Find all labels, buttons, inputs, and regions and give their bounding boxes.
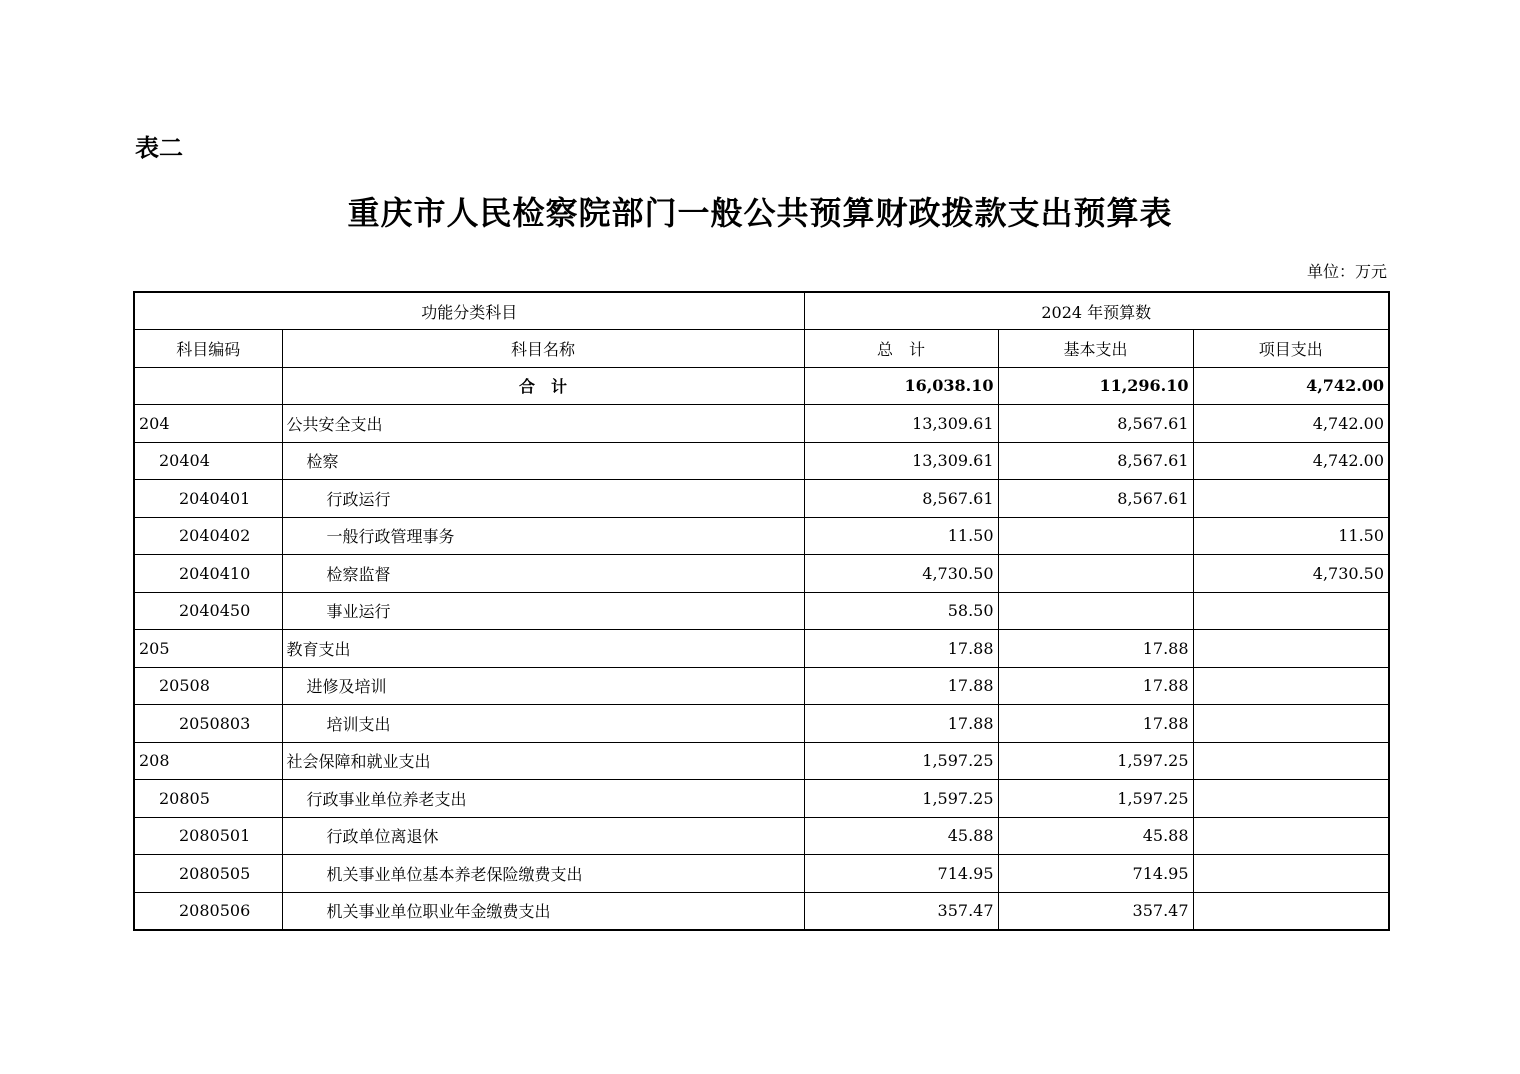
unit-label: 单位：万元: [1306, 262, 1387, 281]
page-title: 重庆市人民检察院部门一般公共预算财政拨款支出预算表: [347, 194, 1173, 232]
header-group-row: [134, 292, 1389, 330]
row-total: 58.50: [804, 592, 998, 630]
row-basic: 8,567.61: [998, 405, 1193, 443]
row-total: 13,309.61: [804, 405, 998, 443]
row-total: 4,730.50: [804, 555, 998, 593]
row-basic: 8,567.61: [998, 480, 1193, 518]
row-basic: 17.88: [998, 667, 1193, 705]
table-row: [134, 517, 1389, 555]
row-project: [1193, 592, 1389, 630]
table-row: [134, 405, 1389, 443]
table-row: [134, 555, 1389, 593]
row-project: 4,742.00: [1193, 405, 1389, 443]
header-project: 项目支出: [1193, 330, 1389, 368]
total-project: 4,742.00: [1193, 367, 1389, 405]
row-total: 1,597.25: [804, 780, 998, 818]
row-name: 行政事业单位养老支出: [282, 780, 804, 818]
row-name: 进修及培训: [282, 667, 804, 705]
row-code: 2050803: [134, 705, 282, 743]
row-name: 检察监督: [282, 555, 804, 593]
row-project: [1193, 630, 1389, 668]
row-basic: 45.88: [998, 817, 1193, 855]
row-project: 4,730.50: [1193, 555, 1389, 593]
row-code: 208: [134, 742, 282, 780]
row-project: [1193, 892, 1389, 930]
row-name: 教育支出: [282, 630, 804, 668]
row-code: 20404: [134, 442, 282, 480]
row-name: 机关事业单位基本养老保险缴费支出: [282, 855, 804, 893]
table-row: [134, 630, 1389, 668]
table-row: [134, 480, 1389, 518]
row-total: 17.88: [804, 630, 998, 668]
document-label: 表二: [135, 134, 183, 162]
table-row: [134, 817, 1389, 855]
table-row: [134, 442, 1389, 480]
total-basic: 11,296.10: [998, 367, 1193, 405]
row-name: 社会保障和就业支出: [282, 742, 804, 780]
row-code: 2040410: [134, 555, 282, 593]
row-project: [1193, 480, 1389, 518]
total-label: 合 计: [282, 367, 804, 405]
row-project: 4,742.00: [1193, 442, 1389, 480]
row-basic: [998, 555, 1193, 593]
header-budget-year: 2024 年预算数: [804, 292, 1389, 330]
row-project: [1193, 780, 1389, 818]
row-name: 行政运行: [282, 480, 804, 518]
table-row: [134, 667, 1389, 705]
row-basic: [998, 517, 1193, 555]
row-basic: 714.95: [998, 855, 1193, 893]
row-code: 205: [134, 630, 282, 668]
row-basic: 8,567.61: [998, 442, 1193, 480]
row-project: 11.50: [1193, 517, 1389, 555]
header-functional-category: 功能分类科目: [134, 292, 804, 330]
row-basic: 1,597.25: [998, 780, 1193, 818]
row-total: 357.47: [804, 892, 998, 930]
row-code: 2080505: [134, 855, 282, 893]
header-basic: 基本支出: [998, 330, 1193, 368]
total-row: [134, 367, 1389, 405]
row-total: 8,567.61: [804, 480, 998, 518]
table-row: [134, 892, 1389, 930]
row-project: [1193, 817, 1389, 855]
row-code: 20508: [134, 667, 282, 705]
header-column-row: [134, 330, 1389, 368]
row-code: 2080506: [134, 892, 282, 930]
total-total: 16,038.10: [804, 367, 998, 405]
row-code: 2040401: [134, 480, 282, 518]
row-total: 11.50: [804, 517, 998, 555]
row-name: 检察: [282, 442, 804, 480]
row-code: 20805: [134, 780, 282, 818]
header-code: 科目编码: [134, 330, 282, 368]
row-basic: 17.88: [998, 705, 1193, 743]
table-row: [134, 705, 1389, 743]
row-basic: 17.88: [998, 630, 1193, 668]
row-name: 行政单位离退休: [282, 817, 804, 855]
row-project: [1193, 855, 1389, 893]
row-project: [1193, 742, 1389, 780]
row-total: 1,597.25: [804, 742, 998, 780]
row-basic: 357.47: [998, 892, 1193, 930]
row-project: [1193, 667, 1389, 705]
row-name: 一般行政管理事务: [282, 517, 804, 555]
row-code: 204: [134, 405, 282, 443]
row-total: 714.95: [804, 855, 998, 893]
total-code-cell: [134, 367, 282, 405]
row-basic: [998, 592, 1193, 630]
table-row: [134, 592, 1389, 630]
row-name: 机关事业单位职业年金缴费支出: [282, 892, 804, 930]
header-total: 总 计: [804, 330, 998, 368]
header-name: 科目名称: [282, 330, 804, 368]
row-name: 公共安全支出: [282, 405, 804, 443]
row-name: 培训支出: [282, 705, 804, 743]
table-row: [134, 780, 1389, 818]
table-row: [134, 855, 1389, 893]
table-row: [134, 742, 1389, 780]
row-total: 17.88: [804, 705, 998, 743]
row-project: [1193, 705, 1389, 743]
row-total: 45.88: [804, 817, 998, 855]
row-code: 2080501: [134, 817, 282, 855]
row-code: 2040450: [134, 592, 282, 630]
budget-table: [133, 291, 1390, 931]
row-code: 2040402: [134, 517, 282, 555]
row-total: 13,309.61: [804, 442, 998, 480]
row-basic: 1,597.25: [998, 742, 1193, 780]
row-total: 17.88: [804, 667, 998, 705]
row-name: 事业运行: [282, 592, 804, 630]
